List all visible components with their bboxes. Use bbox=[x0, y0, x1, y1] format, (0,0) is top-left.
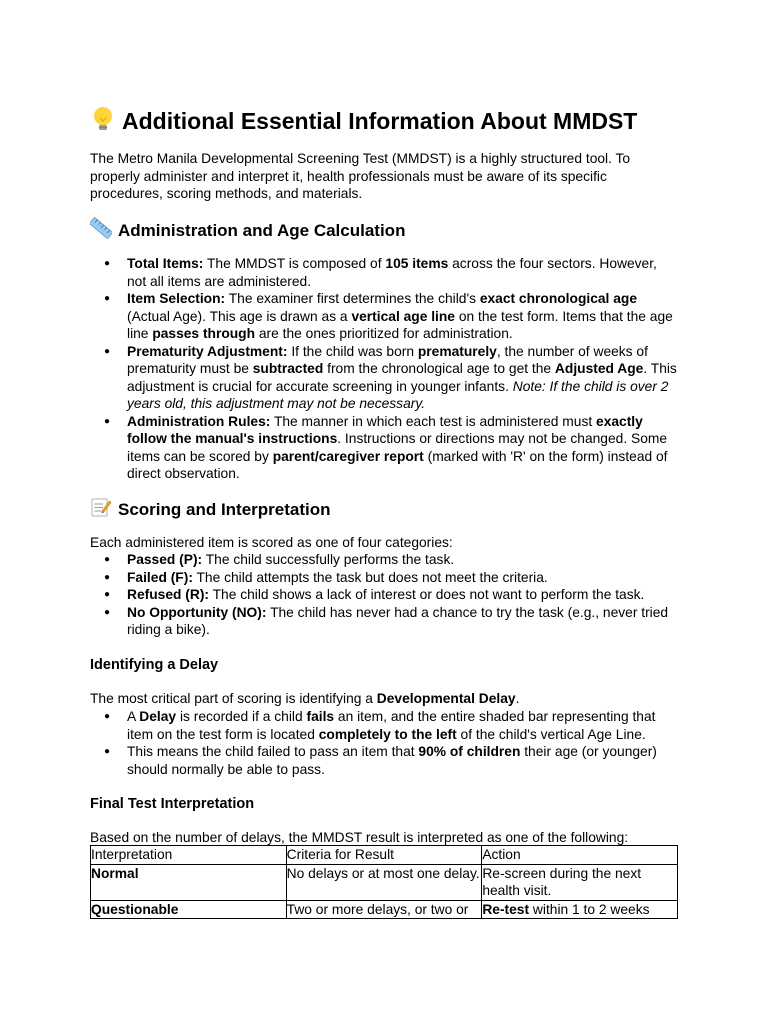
table-cell: Re-test within 1 to 2 weeks bbox=[482, 900, 678, 919]
ruler-icon bbox=[90, 217, 112, 246]
lightbulb-icon bbox=[90, 105, 116, 141]
list-item: ● No Opportunity (NO): The child has never had a chance to try the task (e.g., never tried riding a bike). bbox=[90, 604, 677, 639]
list-item: ● A Delay is recorded if a child fails an item, and the entire shaded bar representing that item on the test form is located completely to the left of the child's vertical Age Line. bbox=[90, 708, 677, 743]
table-cell: Normal bbox=[91, 864, 287, 900]
table-header-row bbox=[91, 846, 678, 865]
list-item: ● Administration Rules: The manner in which each test is administered must exactly follow the manual's instructions. Instructions or directions may not be changed. Some items can be scored by parent/caregiver report (marked with 'R' on the form) instead of direct observation. bbox=[90, 413, 677, 483]
scoring-categories-list bbox=[90, 551, 680, 639]
table-cell: Re-screen during the next health visit. bbox=[482, 864, 678, 900]
list-item: ● Prematurity Adjustment: If the child was born prematurely, the number of weeks of prematurity must be subtracted from the chronological age to get the Adjusted Age. This adjustment is crucial for accurate screening in younger infants. Note: If the child is over 2 years old, this adjustment may not be necessary. bbox=[90, 343, 677, 413]
scoring-heading: Scoring and Interpretation bbox=[90, 496, 690, 525]
list-item: ● Item Selection: The examiner first determines the child's exact chronological age (Actual Age). This age is drawn as a vertical age line on the test form. Items that the age line passes through are the ones prioritized for administration. bbox=[90, 290, 677, 343]
scoring-intro: Each administered item is scored as one of four categories: bbox=[90, 535, 453, 550]
delay-heading: Identifying a Delay bbox=[90, 657, 219, 673]
table-header-cell: Criteria for Result bbox=[286, 846, 482, 865]
table-header-cell: Action bbox=[482, 846, 678, 865]
table-cell: No delays or at most one delay. bbox=[286, 864, 482, 900]
intro-paragraph: The Metro Manila Developmental Screening Test (MMDST) is a highly structured tool. To properly administer and interpret it, health professionals must be aware of its specific procedures, scoring methods, and materials. bbox=[90, 151, 631, 201]
table-row bbox=[91, 900, 678, 919]
table-row bbox=[91, 864, 678, 900]
list-item: ● Failed (F): The child attempts the task but does not meet the criteria. bbox=[90, 569, 677, 587]
final-intro: Based on the number of delays, the MMDST result is interpreted as one of the following: bbox=[90, 830, 629, 845]
table-cell: Two or more delays, or two or bbox=[286, 900, 482, 919]
list-item: ● Passed (P): The child successfully performs the task. bbox=[90, 551, 677, 569]
interpretation-table bbox=[90, 845, 678, 919]
final-heading: Final Test Interpretation bbox=[90, 796, 255, 812]
list-item: ● This means the child failed to pass an item that 90% of children their age (or younger) should normally be able to pass. bbox=[90, 743, 677, 778]
page-title: Additional Essential Information About MMDST bbox=[90, 105, 690, 141]
table-cell: Questionable bbox=[91, 900, 287, 919]
admin-list bbox=[90, 255, 680, 483]
admin-heading: Administration and Age Calculation bbox=[90, 217, 690, 246]
list-item: ● Total Items: The MMDST is composed of 105 items across the four sectors. However, not all items are administered. bbox=[90, 255, 677, 290]
table-header-cell: Interpretation bbox=[91, 846, 287, 865]
delay-intro: The most critical part of scoring is identifying a Developmental Delay. bbox=[90, 691, 520, 706]
delay-list bbox=[90, 708, 680, 778]
memo-icon bbox=[90, 496, 112, 525]
list-item: ● Refused (R): The child shows a lack of interest or does not want to perform the task. bbox=[90, 586, 677, 604]
